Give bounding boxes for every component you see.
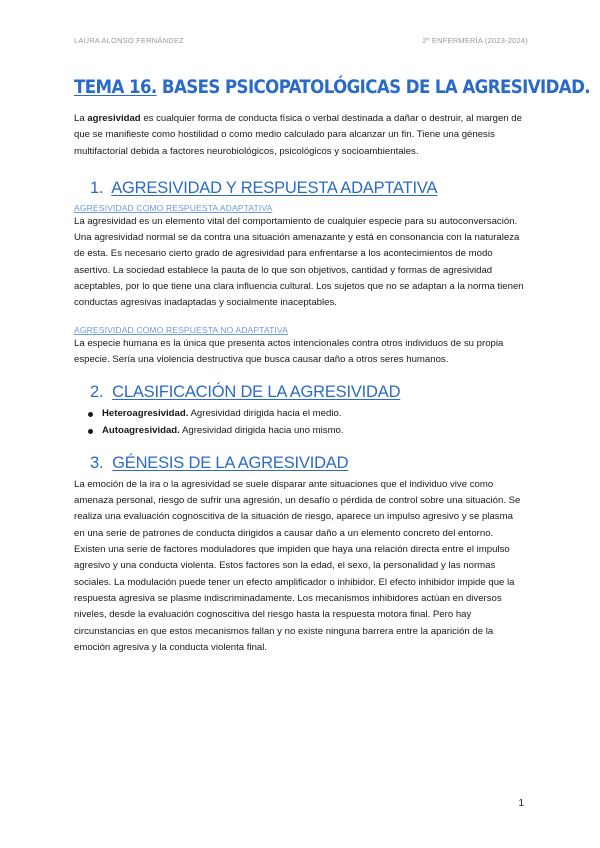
header-author: LAURA ALONSO FERNÁNDEZ: [74, 36, 184, 45]
intro-post: es cualquier forma de conducta física o verbal destinada a dañar o destruir, al margen de que se manifieste como hostilidad o como medio calculado para alcanzar un fin. Tiene una génesis multifactorial debida a factores neurobiológicos, psicológicos y socioambientales.: [74, 113, 522, 157]
paragraph-adaptativa: La agresividad es un elemento vital del comportamiento de cualquier especie para su autoconversación. Una agresividad normal se da contra una situación amenazante y está en consonancia con la naturaleza de esta. Es necesario cierto grado de agresividad para enfrentarse a los acontecimientos de modo asertivo. La sociedad establece la pauta de lo que son objetivos, cantidad y formas de agresividad aceptables, por lo que tiene una clara influencia cultural. Los sujetos que no se adaptan a la norma tienen conductas agresivas inadaptadas y socialmente inaceptables.: [74, 215, 524, 309]
section-title: CLASIFICACIÓN DE LA AGRESIVIDAD: [112, 383, 401, 402]
section-number: 2.: [90, 383, 104, 402]
subheading-no-adaptativa: AGRESIVIDAD COMO RESPUESTA NO ADAPTATIVA: [74, 324, 288, 335]
intro-bold-term: agresividad: [87, 113, 141, 124]
header-course: 2º ENFERMERÍA (2023-2024): [422, 36, 528, 45]
bullet-icon: [88, 412, 93, 417]
list-item-text: Agresividad dirigida hacia uno mismo.: [179, 424, 344, 436]
list-item: [88, 406, 524, 422]
list-item-text: Agresividad dirigida hacia el medio.: [188, 408, 342, 420]
paragraph-genesis-1: La emoción de la ira o la agresividad se suele disparar ante situaciones que el individuo vive como amenaza personal, riesgo de sufrir una agresión, un desafío o pérdida de control sobre una situación. Se realiza una evaluación cognoscitiva de la situación de riesgo, aparece un impulso agresivo y se plasma en una serie de patrones de conducta dirigidos a causar daño a un elemento concreto del entorno.: [74, 478, 521, 539]
list-item-term: Heteroagresividad.: [102, 408, 189, 420]
document-body: [74, 111, 524, 656]
classification-list: [74, 406, 524, 439]
section-title: AGRESIVIDAD Y RESPUESTA ADAPTATIVA: [111, 178, 438, 197]
intro-paragraph: [74, 111, 524, 160]
section-number: 1.: [90, 178, 104, 197]
page-number: 1: [518, 798, 524, 809]
intro-pre: La: [74, 113, 88, 124]
page-title: [74, 77, 591, 98]
paragraph-no-adaptativa: La especie humana es la única que presenta actos intencionales contra otros individuos de su propia especie. Sería una violencia destructiva que busca causar daño a otros seres humanos.: [74, 337, 504, 365]
paragraph-genesis-2: Existen una serie de factores moduladores que impiden que haya una relación directa entre el impulso agresivo y una conducta violenta. Estos factores son la edad, el sexo, la personalidad y las normas sociales. La modulación puede tener un efecto amplificador o inhibidor. El efecto inhibidor impide que la respuesta agresiva se plasme indiscriminadamente. Los mecanismos inhibidores actúan en diversos niveles, desde la evaluación cognoscitiva del riesgo hasta la respuesta motora final. Pero hay circunstancias en que estos mecanismos fallan y no existe ninguna barrera entre la aparición de la emoción agresiva y la conducta violenta final.: [74, 544, 515, 653]
section-number: 3.: [90, 453, 104, 472]
page-header: [74, 36, 528, 45]
section-heading-3: [74, 453, 524, 473]
title-number: TEMA 16.: [74, 77, 157, 98]
list-item: [88, 423, 524, 439]
section-heading-1: [74, 178, 524, 198]
section-heading-2: [74, 382, 524, 402]
bullet-icon: [88, 429, 93, 434]
list-item-term: Autoagresividad.: [102, 424, 180, 436]
section-title: GÉNESIS DE LA AGRESIVIDAD: [112, 453, 349, 472]
subheading-adaptativa: AGRESIVIDAD COMO RESPUESTA ADAPTATIVA: [74, 202, 273, 213]
title-text: BASES PSICOPATOLÓGICAS DE LA AGRESIVIDAD.: [161, 77, 591, 98]
